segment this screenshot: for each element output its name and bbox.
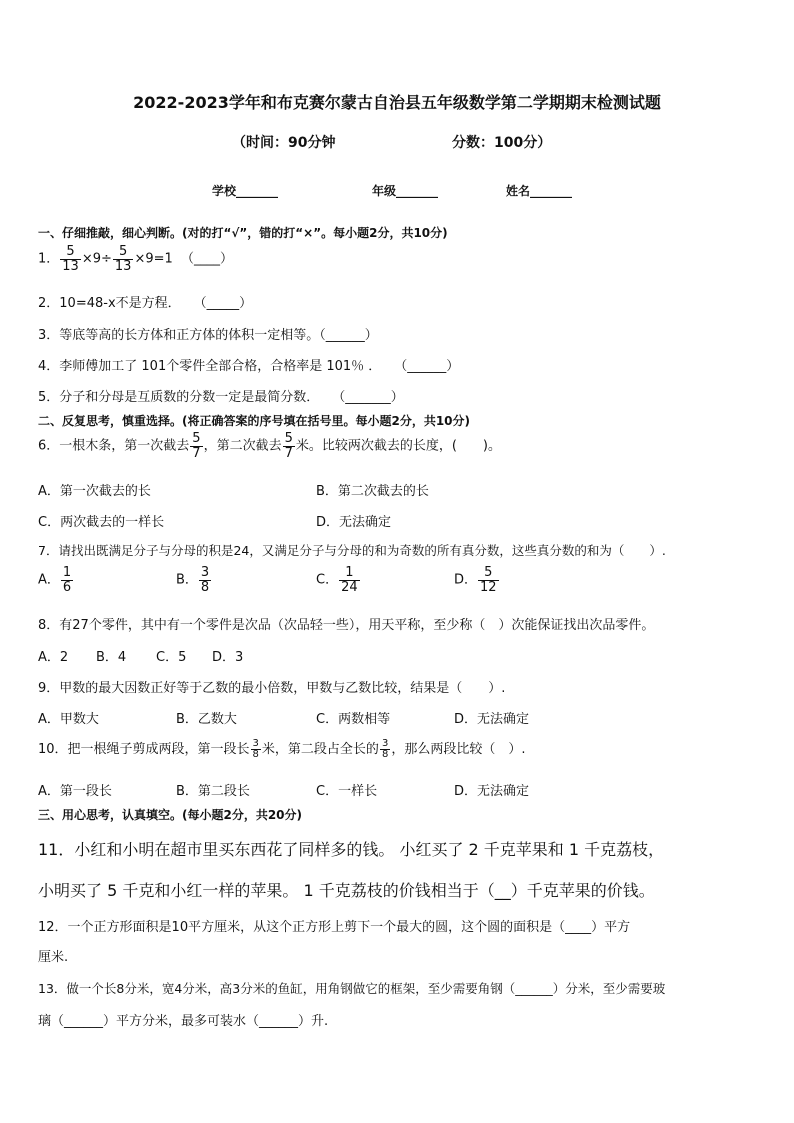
q6-option-c: C．两次截去的一样长: [38, 515, 165, 530]
q8-option-d: D．3: [212, 650, 244, 665]
section-3-heading: 三、用心思考，认真填空。(每小题2分，共20分): [38, 808, 303, 822]
fraction: $\frac{5}{12}$: [480, 565, 497, 595]
fraction: $\frac{3}{8}$: [381, 737, 389, 760]
question-11-line-1: 11．小红和小明在超市里买东西花了同样多的钱。 小红买了 2 千克苹果和 1 千克荔枝，: [38, 840, 665, 859]
fraction: $\frac{5}{7}$: [284, 431, 293, 461]
q7-option-b: B． $\frac{3}{8}$: [176, 565, 210, 595]
exam-time: （时间：90分钟: [232, 135, 336, 151]
q7-option-a: A． $\frac{1}{6}$: [38, 565, 72, 595]
q10-option-c: C．一样长: [316, 784, 378, 799]
question-8: 8．有27个零件，其中有一个零件是次品（次品轻一些），用天平称，至少称（ ）次能保证找出次品零件。: [38, 618, 655, 633]
question-2: 2．10=48-x不是方程． （_____）: [38, 296, 253, 311]
question-5: 5．分子和分母是互质数的分数一定是最简分数． （_______）: [38, 390, 404, 405]
school-field: 学校_______: [212, 184, 279, 198]
question-10: 10．把一根绳子剪成两段，第一段长 $\frac{3}{8}$ 米，第二段占全长的 $\frac{3}{8}$ ，那么两段比较（ ）.: [38, 737, 526, 760]
q7-option-d: D． $\frac{5}{12}$: [454, 565, 497, 595]
exam-score: 分数：100分）: [452, 135, 552, 151]
question-13-line-1: 13．做一个长8分米，宽4分米，高3分米的鱼缸，用角钢做它的框架，至少需要角钢（______）分米，至少需要玻: [38, 981, 666, 996]
q9-option-a: A．甲数大: [38, 712, 99, 727]
q6-option-b: B．第二次截去的长: [316, 484, 429, 499]
question-4: 4．李师傅加工了 101个零件全部合格，合格率是 101％ ． （______）: [38, 359, 460, 374]
fraction: $\frac{1}{6}$: [62, 565, 72, 595]
section-2-heading: 二、反复思考，慎重选择。(将正确答案的序号填在括号里。每小题2分，共10分): [38, 414, 471, 428]
q9-option-c: C．两数相等: [316, 712, 391, 727]
q6-option-a: A．第一次截去的长: [38, 484, 151, 499]
grade-field: 年级_______: [372, 184, 439, 198]
question-11-line-2: 小明买了 5 千克和小红一样的苹果。 1 千克荔枝的价钱相当于（__）千克苹果的价钱。: [38, 881, 655, 900]
question-7: 7．请找出既满足分子与分母的积是24，又满足分子与分母的和为奇数的所有真分数，这些真分数的和为（ ）.: [38, 543, 666, 558]
name-field: 姓名_______: [506, 184, 573, 198]
question-12-line-2: 厘米.: [38, 950, 69, 965]
question-9: 9．甲数的最大因数正好等于乙数的最小倍数，甲数与乙数比较，结果是（ ）.: [38, 681, 506, 696]
q9-option-b: B．乙数大: [176, 712, 237, 727]
q10-option-a: A．第一段长: [38, 784, 112, 799]
question-12-line-1: 12．一个正方形面积是10平方厘米，从这个正方形上剪下一个最大的圆，这个圆的面积是（____）平方: [38, 920, 631, 935]
section-1-heading: 一、仔细推敲，细心判断。(对的打“√”，错的打“×”。每小题2分，共10分): [38, 226, 448, 240]
question-3: 3．等底等高的长方体和正方体的体积一定相等。（______）: [38, 328, 378, 343]
q10-option-b: B．第二段长: [176, 784, 250, 799]
q6-option-d: D．无法确定: [316, 515, 392, 530]
q8-option-c: C．5: [156, 650, 187, 665]
question-6: 6．一根木条，第一次截去 $\frac{5}{7}$ ，第二次截去 $\frac{5}{7}$ 米。比较两次截去的长度，( )。: [38, 431, 502, 461]
q10-option-d: D．无法确定: [454, 784, 530, 799]
fraction: $\frac{1}{24}$: [341, 565, 358, 595]
q8-option-a: A．2: [38, 650, 69, 665]
fraction: $\frac{5}{13}$: [114, 244, 132, 274]
fraction: $\frac{3}{8}$: [252, 737, 259, 760]
q9-option-d: D．无法确定: [454, 712, 530, 727]
q7-option-c: C． $\frac{1}{24}$: [316, 565, 358, 595]
question-1: 1． $\frac{5}{13}$ ×9÷ $\frac{5}{13}$ ×9=1 （____）: [38, 244, 234, 274]
page-title: 2022-2023学年和布克赛尔蒙古自治县五年级数学第二学期期末检测试题: [133, 93, 661, 112]
question-13-line-2: 璃（______）平方分米，最多可装水（______）升.: [38, 1014, 329, 1029]
fraction: $\frac{5}{7}$: [192, 431, 201, 461]
q8-option-b: B．4: [96, 650, 127, 665]
fraction: $\frac{3}{8}$: [200, 565, 210, 595]
fraction: $\frac{5}{13}$: [62, 244, 79, 274]
